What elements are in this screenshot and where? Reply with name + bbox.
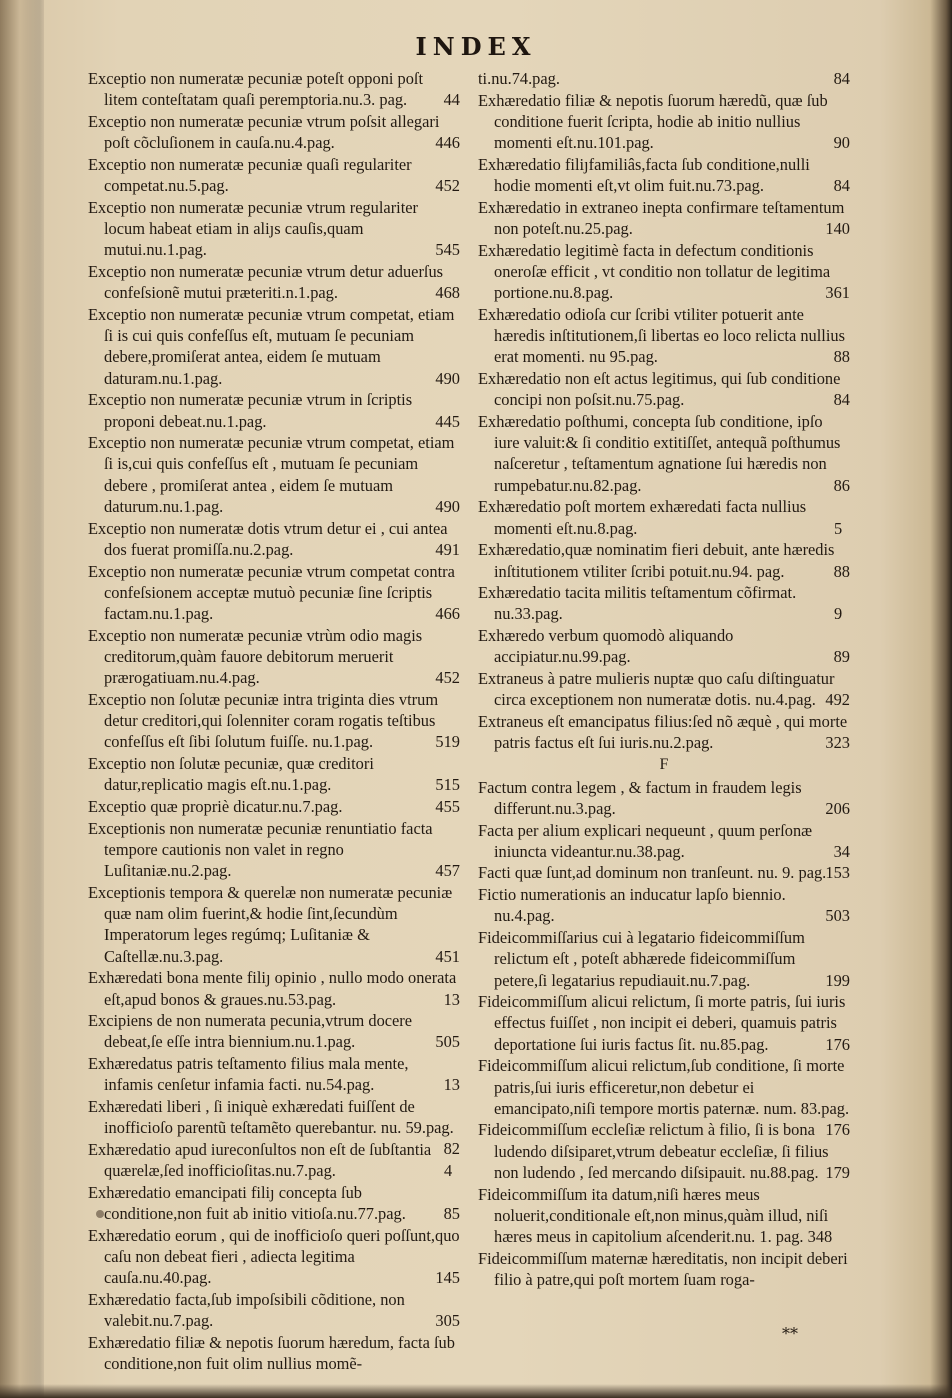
entry-text: Exhæredatio non eſt actus legitimus, qui ſub conditione concipi non poſsit.nu.75.pag. xyxy=(478,368,841,410)
entry-text: Exceptio non numeratæ dotis vtrum detur ei , cui antea dos fuerat promiſſa.nu.2.pag. xyxy=(88,518,448,559)
entry-text: Exhæredatio filiȷfamiliâs,facta ſub conditione,nulli hodie momenti eſt,vt olim fuit.nu.73.pag. xyxy=(478,154,810,196)
entry-text: Fideicommiſſarius cui à legatario fideicommiſſum relictum eſt , poteſt abhærede fideicommiſſum petere,ſi legatarius repudiauit.nu.7.pag. xyxy=(478,927,805,990)
entry-text: Exceptio non numeratæ pecuniæ quaſi regulariter competat.nu.5.pag. xyxy=(88,154,412,196)
page-number: 176 xyxy=(825,1120,850,1140)
page-number: 84 xyxy=(833,69,850,88)
index-entry xyxy=(88,1289,460,1332)
entry-text: Exhæredatio facta,ſub impoſsibili cõditione, non valebit.nu.7.pag. xyxy=(88,1289,405,1331)
page-number: 455 xyxy=(435,796,460,816)
index-entry xyxy=(88,1010,460,1053)
index-entry xyxy=(88,432,460,517)
index-entry xyxy=(478,884,850,927)
page-number: 84 xyxy=(833,176,850,196)
page-bottom-edge xyxy=(0,1384,952,1398)
index-entry xyxy=(478,240,850,304)
page-number: 9 xyxy=(834,604,843,624)
page-number: 519 xyxy=(435,732,460,752)
index-entry xyxy=(478,862,850,883)
index-entry xyxy=(88,1225,460,1289)
index-entry xyxy=(478,90,850,154)
entry-text: Exceptio non numeratæ pecuniæ vtrum poſsit allegari poſt cõcluſionem in cauſa.nu.4.pag. xyxy=(88,111,440,153)
index-entry xyxy=(478,68,850,89)
page-number: 490 xyxy=(435,368,460,388)
page-number: 199 xyxy=(825,970,850,990)
index-entry xyxy=(478,668,850,711)
index-entry xyxy=(478,777,850,820)
index-entry xyxy=(88,818,460,882)
page-number: 86 xyxy=(833,475,850,495)
entry-text: Exceptio non numeratæ pecuniæ vtrum competat, etiam ſi is cui quis confeſſus eſt, mutuam ſe pecuniam debere,promiſerat antea, eidem ſe mutuam daturam.nu.1.pag. xyxy=(88,304,455,388)
index-entry xyxy=(88,967,460,1010)
index-entry xyxy=(88,796,460,817)
entry-text: Exceptio non numeratæ pecuniæ poteſt opponi poſt litem conteſtatam quaſi peremptoria.nu.3. pag. xyxy=(88,69,424,110)
entry-text: Fideicommiſſum eccleſiæ relictum à filio, ſi is bona ludendo diſsiparet,vtrum debeatur eccleſiæ, ſi filius non ludendo , ſed mercando diſsipauit. nu.88.pag. xyxy=(478,1120,829,1183)
page-number: 88 xyxy=(833,347,850,367)
page-number: 457 xyxy=(435,861,460,881)
page-number: 545 xyxy=(435,240,460,260)
section-letter: F xyxy=(659,756,669,774)
index-entry xyxy=(88,111,460,154)
entry-text: Excipiens de non numerata pecunia,vtrum docere debeat,ſe eſſe intra biennium.nu.1.pag. xyxy=(88,1011,413,1052)
entry-text: Facti quæ ſunt,ad dominum non tranſeunt. nu. 9. pag. xyxy=(478,863,827,883)
index-entry xyxy=(88,304,460,389)
index-entry xyxy=(478,1248,850,1291)
entry-text: Exceptio non numeratæ pecuniæ vtrum in ſcriptis proponi debeat.nu.1.pag. xyxy=(88,390,413,431)
page-number: 153 xyxy=(825,863,850,883)
page-number: 13 xyxy=(443,989,460,1009)
right-column xyxy=(478,68,850,1291)
index-entry xyxy=(88,261,460,304)
entry-text: Factum contra legem , & factum in fraudem legis differunt.nu.3.pag. xyxy=(478,777,802,818)
page-number: 140 xyxy=(825,218,850,238)
index-entry xyxy=(478,927,850,991)
entry-text: Exhæredatio emancipati filiȷ concepta ſub conditione,non fuit ab initio vitioſa.nu.77.pag. xyxy=(88,1182,406,1223)
index-entry xyxy=(478,368,850,411)
entry-text: Exhæredatio apud iureconſultos non eſt de ſubſtantia quærelæ,ſed inofficioſitas.nu.7.pag. xyxy=(88,1139,432,1181)
index-entry xyxy=(88,1332,460,1375)
entry-text: Exhæredatio odioſa cur ſcribi vtiliter potuerit ante hæredis inſtitutionem,ſi libertas eo loco relicta nullius erat momenti. nu 95.pag. xyxy=(478,304,845,367)
entry-text: Fideicommiſſum alicui relictum, ſi morte patris, ſui iuris effectus fuiſſet , non incipit ei deberi, quamuis patris deportatione ſui iuris factus ſit. nu.85.pag. xyxy=(478,992,846,1054)
page-number: 468 xyxy=(435,283,460,303)
index-entry xyxy=(88,68,460,111)
index-entry xyxy=(478,304,850,368)
index-entry xyxy=(478,820,850,863)
entry-text: Exceptio non numeratæ pecuniæ vtrùm odio magis creditorum,quàm fauore debitorum meruerit prærogatiuam.nu.4.pag. xyxy=(88,625,423,688)
index-entry xyxy=(478,197,850,240)
entry-text: Exceptio non ſolutæ pecuniæ intra triginta dies vtrum detur creditori,qui ſolenniter coram rogatis teſtibus confeſſus eſt ſibi ſolutum fuiſſe. nu.1.pag. xyxy=(88,689,439,752)
page-number: 452 xyxy=(435,668,460,688)
page-number: 515 xyxy=(435,775,460,795)
entry-text: Exhæredatio tacita militis teſtamentum cõfirmat. nu.33.pag. xyxy=(478,583,797,624)
page-number: 82 xyxy=(443,1139,460,1159)
entry-text: Exhæredati liberi , ſi iniquè exhæredati fuiſſent de inofficioſo parentũ teſtamẽto querebantur. nu. 59.pag. xyxy=(88,1096,454,1138)
ink-spot xyxy=(96,1210,104,1218)
page-number: 491 xyxy=(435,539,460,559)
binding-gutter xyxy=(0,0,44,1398)
page-number: 361 xyxy=(825,283,850,303)
index-entry xyxy=(88,389,460,432)
entry-text: Exceptionis tempora & querelæ non numeratæ pecuniæ quæ nam olim fuerint,& hodie ſint,ſecundùm Imperatorum leges regúmq; Luſitaniæ & Caſtellæ.nu.3.pag. xyxy=(88,882,453,966)
entry-text: Exhæredatio filiæ & nepotis ſuorum hæredũ, quæ ſub conditione fuerit ſcripta, hodie ab initio nullius momenti eſt.nu.101.pag. xyxy=(478,90,828,153)
page-number: 90 xyxy=(833,133,850,153)
page-number: 505 xyxy=(435,1032,460,1052)
entry-text: Fideicommiſſum maternæ hæreditatis, non incipit deberi filio à patre,qui poſt mortem ſuam roga- xyxy=(478,1248,848,1290)
index-entry xyxy=(478,154,850,197)
index-entry xyxy=(88,1139,460,1182)
page-number: 452 xyxy=(435,176,460,196)
entry-text: Exhæredatio filiæ & nepotis ſuorum hæredum, facta ſub conditione,non fuit olim nullius momẽ- xyxy=(88,1332,455,1373)
index-entry xyxy=(478,1184,850,1248)
entry-text: Exhæredati bona mente filiȷ opinio , nullo modo onerata eſt,apud bonos & graues.nu.53.pag. xyxy=(88,968,457,1009)
index-entry xyxy=(478,991,850,1055)
index-entry xyxy=(88,197,460,261)
entry-text: Exhæredatio legitimè facta in defectum conditionis oneroſæ efficit , vt conditio non tollatur de legitima portione.nu.8.pag. xyxy=(478,240,831,303)
page-number: 5 xyxy=(834,518,843,538)
entry-text: Exhæredatio in extraneo inepta confirmare teſtamentum non poteſt.nu.25.pag. xyxy=(478,197,845,238)
entry-text: Exhæredatio eorum , qui de inofficioſo queri poſſunt,quo caſu non debeat fieri , adiecta legitima cauſa.nu.40.pag. xyxy=(88,1225,460,1288)
index-entry xyxy=(478,711,850,754)
index-entry xyxy=(88,625,460,689)
page-number: 492 xyxy=(825,690,850,710)
page-number: 451 xyxy=(435,946,460,966)
page-number: 88 xyxy=(833,561,850,581)
page-number: 89 xyxy=(833,647,850,667)
entry-text: Exhæredo verbum quomodò aliquando accipiatur.nu.99.pag. xyxy=(478,625,734,667)
signature-mark: ** xyxy=(782,1324,798,1343)
index-entry xyxy=(88,882,460,967)
index-entry xyxy=(478,411,850,496)
page-number: 176 xyxy=(825,1034,850,1054)
entry-text: Exhæredatio poſthumi, concepta ſub conditione, ipſo iure valuit:& ſi conditio extitiſſet, antequã poſthumus naſceretur , teſtamentum agnatione ſui hæredis non rumpebatur.nu.82.pag. xyxy=(478,411,841,495)
page-number: 84 xyxy=(833,390,850,410)
entry-text: Extraneus eſt emancipatus filius:ſed nõ æquè , qui morte patris factus eſt ſui iuris.nu.2.pag. xyxy=(478,711,848,753)
page-number: 145 xyxy=(435,1268,460,1288)
index-entry xyxy=(88,561,460,625)
page-number: 466 xyxy=(435,604,460,624)
entry-text: Facta per alium explicari nequeunt , quum perſonæ iniuncta videantur.nu.38.pag. xyxy=(478,820,813,861)
page-header: INDEX xyxy=(415,32,537,61)
page-number: 446 xyxy=(435,133,460,153)
index-entry xyxy=(478,539,850,582)
entry-text: Exhæredatio,quæ nominatim fieri debuit, ante hæredis inſtitutionem vtiliter ſcribi potuit.nu.94. pag. xyxy=(478,540,835,581)
index-entry xyxy=(88,689,460,753)
page-number: 323 xyxy=(825,733,850,753)
entry-text: Exhæredatus patris teſtamento filius mala mente, infamis cenſetur infamia facti. nu.54.pag. xyxy=(88,1054,409,1095)
entry-text: Fideicommiſſum alicui relictum,ſub conditione, ſi morte patris,ſui iuris efficeretur,non debetur ei emancipato,niſi tempore mortis paternæ. num. 83.pag. xyxy=(478,1056,850,1118)
entry-text: Fideicommiſſum ita datum,niſi hæres meus noluerit,conditionale eſt,non minus,quàm illud, niſi hæres meus in capitolium aſcenderit.nu. 1. pag. 348 xyxy=(478,1184,833,1247)
entry-text: Exceptio non ſolutæ pecuniæ, quæ creditori datur,replicatio magis eſt.nu.1.pag. xyxy=(88,754,374,795)
page-number: 179 xyxy=(825,1163,850,1183)
page-number: 305 xyxy=(435,1311,460,1331)
index-entry xyxy=(478,1119,850,1183)
index-entry xyxy=(478,582,850,625)
page-number: 85 xyxy=(443,1203,460,1223)
index-entry xyxy=(88,1053,460,1096)
index-entry xyxy=(478,496,850,539)
page-number: 503 xyxy=(825,906,850,926)
index-entry xyxy=(478,1055,850,1140)
index-entry xyxy=(88,1096,460,1159)
index-entry xyxy=(88,518,460,561)
page-number: 13 xyxy=(443,1075,460,1095)
page-number: 445 xyxy=(435,411,460,431)
page-number: 4 xyxy=(444,1161,453,1181)
page-number: 206 xyxy=(825,798,850,818)
entry-text: Exceptio non numeratæ pecuniæ vtrum competat, etiam ſi is,cui quis confeſſus eſt , mutuam ſe pecuniam debere , promiſerat antea , eidem ſe mutuam daturum.nu.1.pag. xyxy=(88,433,455,517)
left-column xyxy=(88,68,460,1375)
entry-text: Exhæredatio poſt mortem exhæredati facta nullius momenti eſt.nu.8.pag. xyxy=(478,497,807,538)
index-entry xyxy=(88,1182,460,1225)
page-number: 490 xyxy=(435,497,460,517)
index-entry xyxy=(478,625,850,668)
index-entry xyxy=(88,154,460,197)
index-entry xyxy=(88,753,460,796)
entry-text: Exceptio non numeratæ pecuniæ vtrum detur aduerſus confeſsionẽ mutui præteriti.n.1.pag. xyxy=(88,261,444,303)
entry-text: Exceptionis non numeratæ pecuniæ renuntiatio facta tempore cautionis non valet in regno Luſitaniæ.nu.2.pag. xyxy=(88,818,433,881)
entry-text: ti.nu.74.pag. xyxy=(478,69,560,88)
entry-text: Exceptio non numeratæ pecuniæ vtrum competat contra confeſsionem acceptæ mutuò pecuniæ ſine ſcriptis factam.nu.1.pag. xyxy=(88,561,455,624)
page-number: 34 xyxy=(833,841,850,861)
entry-text: Extraneus à patre mulieris nuptæ quo caſu diſtinguatur circa exceptionem non numeratæ dotis. nu.4.pag. xyxy=(478,668,835,710)
entry-text: Exceptio quæ propriè dicatur.nu.7.pag. xyxy=(88,796,343,816)
entry-text: Fictio numerationis an inducatur lapſo biennio. nu.4.pag. xyxy=(478,885,786,926)
entry-text: Exceptio non numeratæ pecuniæ vtrum regulariter locum habeat etiam in aliȷs cauſis,quam mutui.nu.1.pag. xyxy=(88,197,418,260)
page-number: 44 xyxy=(443,90,460,110)
